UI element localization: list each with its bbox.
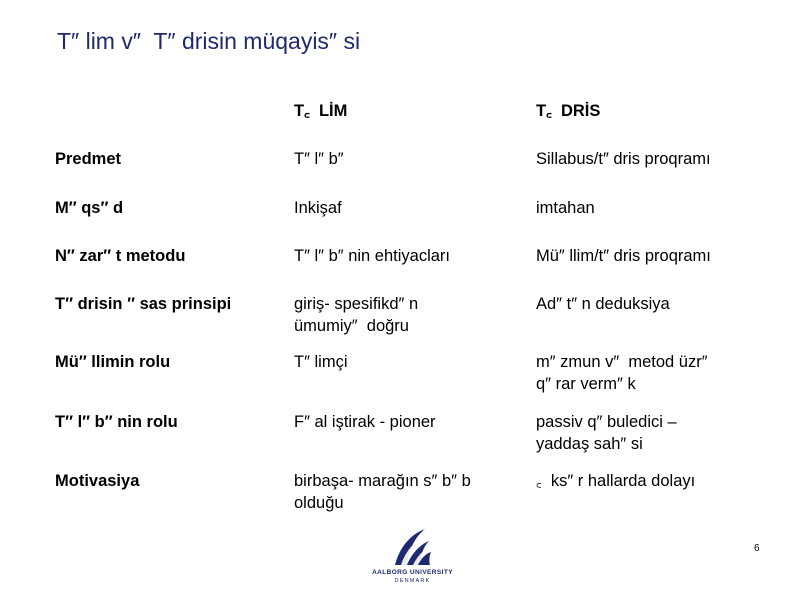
table-cell: giriş- spesifikd″ n ümumiy″ doğru bbox=[294, 295, 419, 335]
table-cell: T″ l″ b″ bbox=[294, 150, 344, 168]
row-label: Mü″ llimin rolu bbox=[55, 353, 171, 371]
table-cell: Ad″ t″ n deduksiya bbox=[536, 295, 670, 313]
table-cell: birbaşa- marağın s″ b″ b olduğu bbox=[294, 472, 471, 512]
row-label: Motivasiya bbox=[55, 472, 140, 490]
table-cell: Sillabus/t″ dris proqramı bbox=[536, 150, 711, 168]
table-cell: T″ l″ b″ nin ehtiyacları bbox=[294, 247, 451, 265]
row-label: M″ qs″ d bbox=[55, 199, 124, 217]
row-label: T″ drisin ″ sas prinsipi bbox=[55, 295, 232, 313]
aalborg-wave-icon bbox=[365, 527, 460, 567]
table-cell: imtahan bbox=[536, 199, 595, 217]
column-header-teaching: T꜀ DRİS bbox=[536, 102, 601, 120]
university-logo bbox=[365, 527, 460, 589]
row-label: Predmet bbox=[55, 150, 122, 168]
logo-university-name: AALBORG UNIVERSITY bbox=[372, 569, 453, 576]
table-cell: passiv q″ buledici – yaddaş sah″ si bbox=[536, 413, 677, 453]
table-cell: ꜀ ks″ r hallarda dolayı bbox=[536, 472, 696, 490]
table-cell: T″ limçi bbox=[294, 353, 348, 371]
table-cell: Inkişaf bbox=[294, 199, 342, 217]
table-cell: F″ al iştirak - pioner bbox=[294, 413, 436, 431]
page-number: 6 bbox=[754, 543, 760, 554]
logo-country: DENMARK bbox=[394, 578, 431, 584]
table-cell: m″ zmun v″ metod üzr″ q″ rar verm″ k bbox=[536, 353, 708, 393]
table-cell: Mü″ llim/t″ dris proqramı bbox=[536, 247, 711, 265]
row-label: T″ l″ b″ nin rolu bbox=[55, 413, 178, 431]
slide-title: T″ lim v″ T″ drisin müqayis″ si bbox=[57, 28, 361, 54]
row-label: N″ zar″ t metodu bbox=[55, 247, 186, 265]
column-header-learning: T꜀ LİM bbox=[294, 102, 348, 120]
